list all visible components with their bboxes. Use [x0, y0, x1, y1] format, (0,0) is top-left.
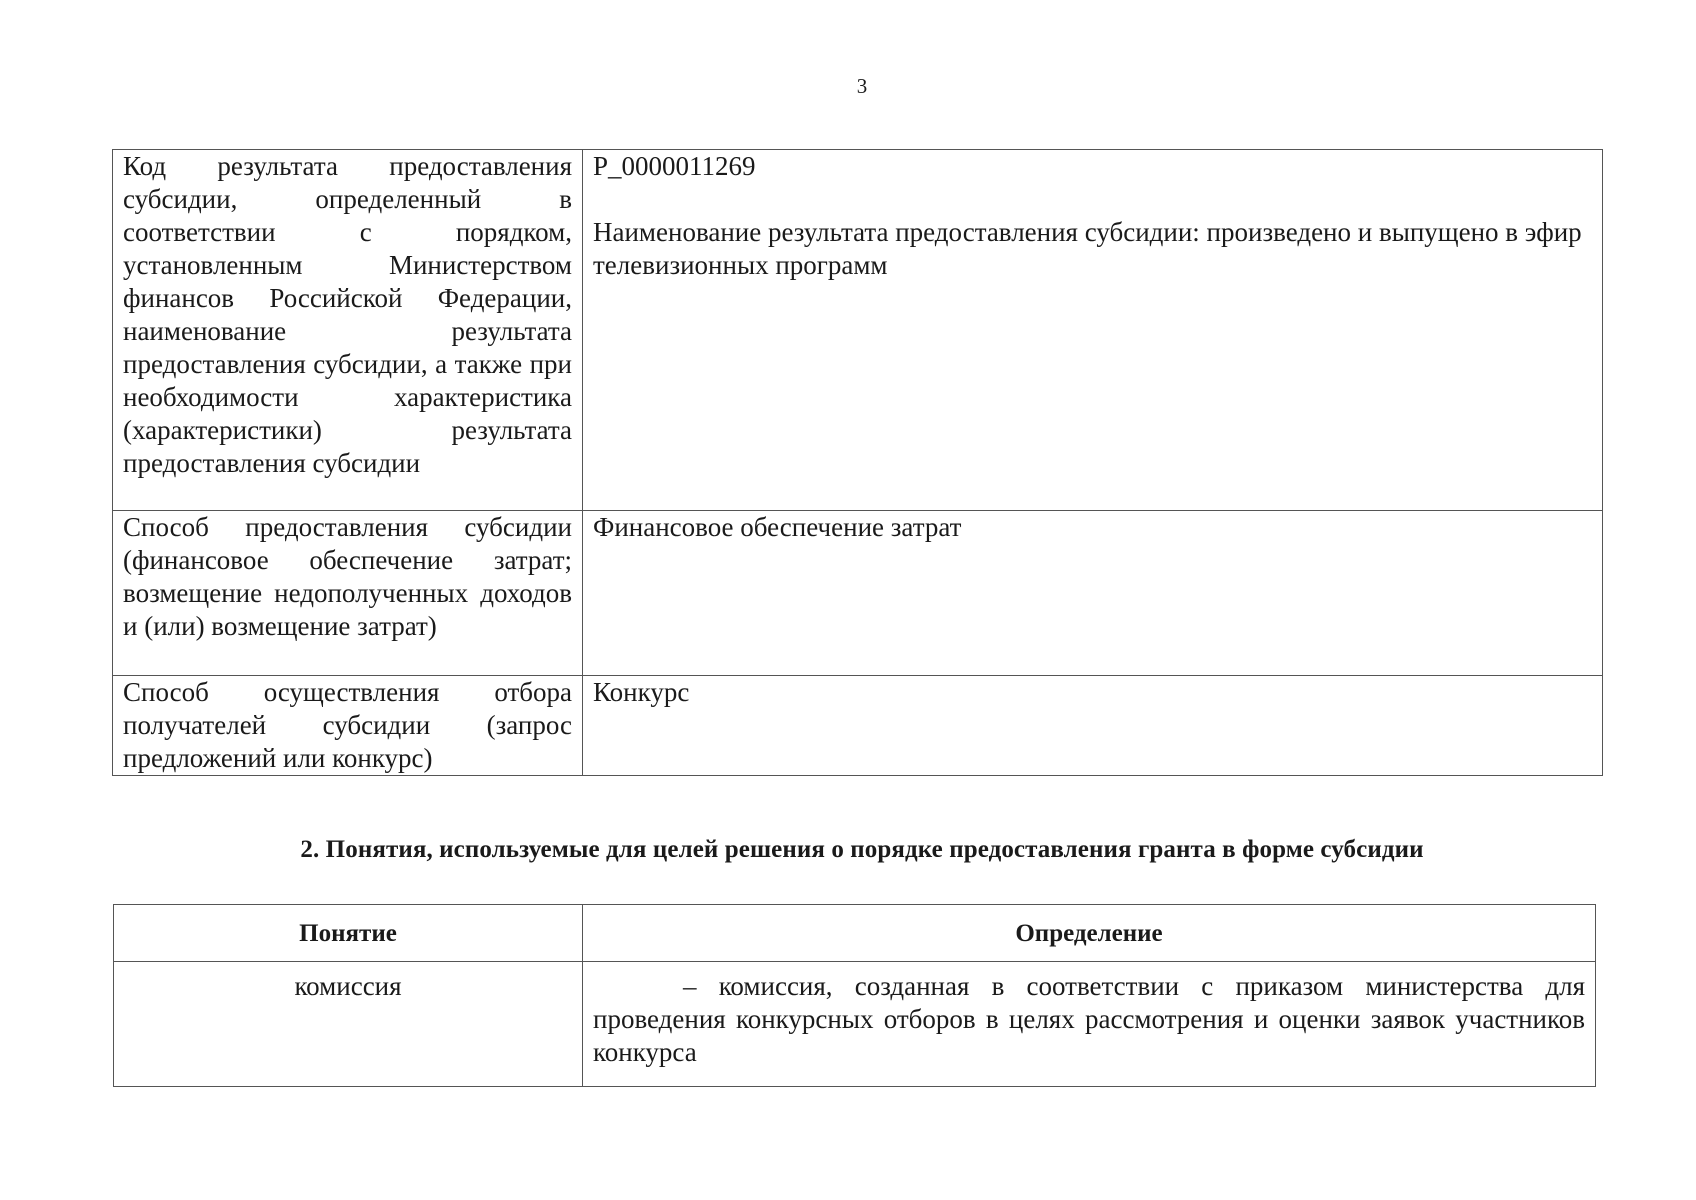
- row-value-result-code: [583, 150, 1603, 511]
- row-value-subsidy-method: Финансовое обеспечение затрат: [583, 511, 1603, 676]
- page-number: 3: [856, 74, 868, 98]
- section-title: 2. Понятия, используемые для целей решения о порядке предоставления гранта в форме субсидии: [300, 836, 1424, 863]
- row-value-selection-method: Конкурс: [583, 676, 1603, 776]
- term-cell: комиссия: [114, 962, 583, 1087]
- result-name: Наименование результата предоставления субсидии: произведено и выпущено в эфир телевизионных программ: [593, 217, 1582, 280]
- table-header-row: [114, 905, 1596, 962]
- table-row: [113, 511, 1603, 676]
- column-header-definition: Определение: [583, 905, 1596, 962]
- table-row: [113, 676, 1603, 776]
- row-label-subsidy-method: Способ предоставления субсидии (финансовое обеспечение затрат; возмещение недополученных доходов и (или) возмещение затрат): [113, 511, 583, 676]
- table-row: [114, 962, 1596, 1087]
- definition-cell: [583, 962, 1596, 1087]
- result-code: Р_0000011269: [593, 151, 756, 181]
- row-label-selection-method: Способ осуществления отбора получателей субсидии (запрос предложений или конкурс): [113, 676, 583, 776]
- column-header-term: Понятие: [114, 905, 583, 962]
- definition-text: – комиссия, созданная в соответствии с приказом министерства для проведения конкурсных отборов в целях рассмотрения и оценки заявок участников конкурса: [593, 971, 1585, 1067]
- terms-table: [113, 904, 1596, 1087]
- subsidy-parameters-table: [112, 149, 1603, 776]
- row-label-result-code: Код результата предоставления субсидии, определенный в соответствии с порядком, установленным Министерством финансов Российской Федерации, наименование результата предоставления субсидии, а также при необходимости характеристика (характеристики) результата предоставления субсидии: [113, 150, 583, 511]
- table-row: [113, 150, 1603, 511]
